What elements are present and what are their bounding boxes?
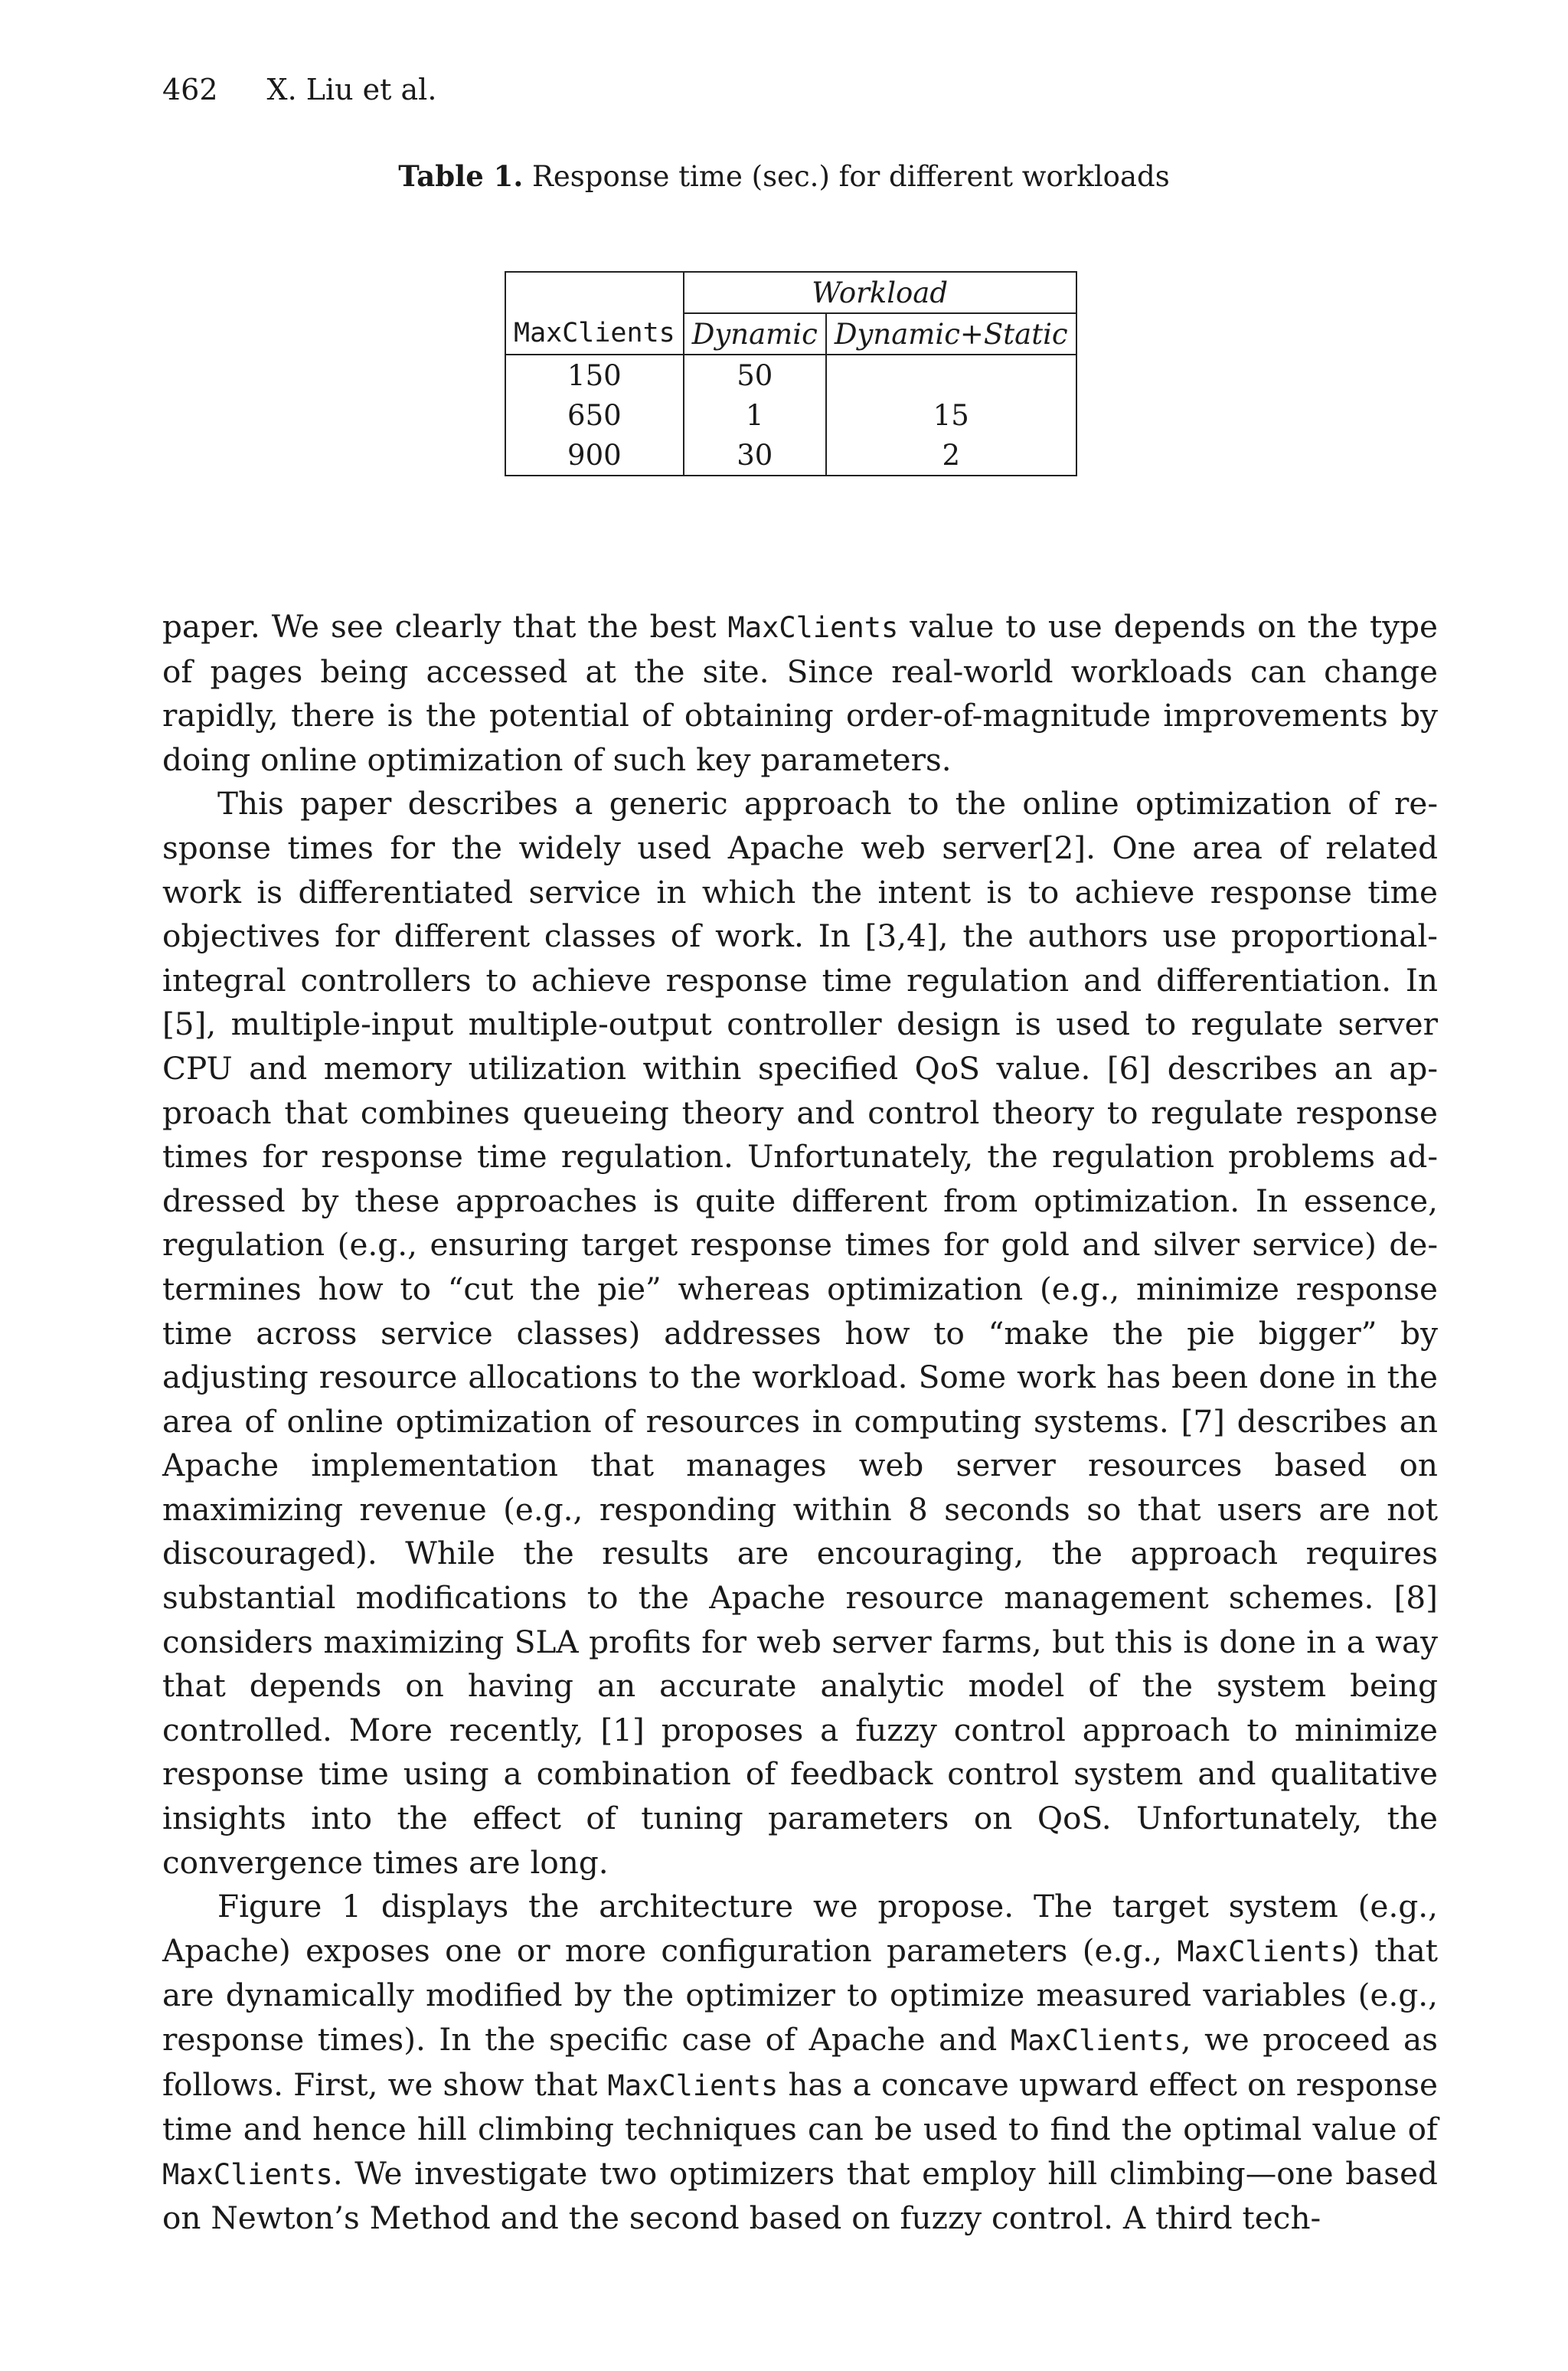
inline-code-maxclients: MaxClients bbox=[162, 2157, 333, 2191]
table-caption-text: Response time (sec.) for different workloads bbox=[523, 160, 1170, 193]
paragraph-1-text-b: value to use depends on the type of pages being accessed at the site. Since real-world workloads can change rapidly, there is the potential of obtaining order-of-magnitude improvements by doing online optimization of such key parameters. bbox=[162, 608, 1438, 778]
paragraph-3-text-c: , we proceed as follows. First, we show that bbox=[162, 2021, 1438, 2103]
table-header-maxclients: MaxClients bbox=[505, 313, 684, 355]
table-group-header-workload: Workload bbox=[684, 272, 1076, 313]
paragraph-1-text-a: paper. We see clearly that the best bbox=[162, 608, 728, 645]
table-column-header-row bbox=[505, 313, 1076, 355]
inline-code-maxclients: MaxClients bbox=[607, 2068, 779, 2102]
table-cell-dynamic: 1 bbox=[684, 395, 826, 435]
table-cell-dynamic: 30 bbox=[684, 435, 826, 476]
table-caption bbox=[0, 159, 1568, 193]
table-row bbox=[505, 355, 1076, 395]
paragraph-3-text-a: Figure 1 displays the architecture we propose. The target system (e.g., Apache) exposes one or more configuration parameters (e.g., bbox=[162, 1888, 1438, 1969]
table-row bbox=[505, 395, 1076, 435]
table-caption-label: Table 1. bbox=[398, 159, 524, 193]
table-cell-maxclients: 900 bbox=[505, 435, 684, 476]
response-time-table bbox=[505, 271, 1077, 476]
table-cell-dynamic-static: 2 bbox=[826, 435, 1076, 476]
inline-code-maxclients: MaxClients bbox=[1010, 2024, 1181, 2057]
paragraph-3-text-d: has a concave upward effect on response time and hence hill climbing techniques can be used to find the optimal value of bbox=[162, 2065, 1438, 2148]
running-head bbox=[162, 75, 436, 104]
table-cell-maxclients: 150 bbox=[505, 355, 684, 395]
table-cell-dynamic-static bbox=[826, 355, 1076, 395]
paragraph-1 bbox=[162, 605, 1438, 782]
table-header-dynamic-static: Dynamic+Static bbox=[826, 313, 1076, 355]
running-head-authors: X. Liu et al. bbox=[266, 73, 437, 106]
table-cell-maxclients: 650 bbox=[505, 395, 684, 435]
paragraph-3-text-e: . We investigate two optimizers that employ hill climbing—one based on Newton’s Method and the second based on fuzzy control. A third tech- bbox=[162, 2154, 1438, 2237]
table-cell-dynamic: 50 bbox=[684, 355, 826, 395]
table-header-dynamic: Dynamic bbox=[684, 313, 826, 355]
table-group-header-row bbox=[505, 272, 1076, 313]
paragraph-2: This paper describes a generic approach to the online optimization of response times for the widely used Apache web server[2]. One area of related work is differentiated service in which the intent is to achieve response time objectives for different classes of work. In [3,4], the authors use proportional-integral controllers to achieve response time regulation and differentiation. In [5], multiple-input multiple-output controller design is used to regulate server CPU and memory utilization within specified QoS value. [6] describes an approach that combines queueing theory and control theory to regulate response times for response time regulation. Unfortunately, the regulation problems addressed by these approaches is quite different from optimization. In essence, regulation (e.g., ensuring target response times for gold and silver service) determines how to “cut the pie” whereas optimization (e.g., minimize response time across service classes) addresses how to “make the pie bigger” by adjusting resource allocations to the workload. Some work has been done in the area of online optimization of resources in computing systems. [7] describes an Apache implementation that manages web server resources based on maximizing revenue (e.g., responding within 8 seconds so that users are not discouraged). While the results are encouraging, the approach requires substantial modifications to the Apache resource management schemes. [8] considers maximizing SLA profits for web server farms, but this is done in a way that depends on having an accurate analytic model of the system being controlled. More recently, [1] proposes a fuzzy control approach to minimize response time using a combination of feedback control system and qualitative insights into the effect of tuning parameters on QoS. Unfortunately, the convergence times are long. bbox=[162, 785, 1438, 1881]
table-empty-corner-cell bbox=[505, 272, 684, 313]
body-text bbox=[162, 605, 1438, 2241]
inline-code-maxclients: MaxClients bbox=[727, 611, 899, 644]
paragraph-3-text-b: ) that are dynamically modified by the optimizer to optimize measured variables (e.g., response times). In the specific case of Apache and bbox=[162, 1931, 1438, 2058]
paragraph-3 bbox=[162, 1885, 1438, 2241]
table-row bbox=[505, 435, 1076, 476]
page-number: 462 bbox=[162, 73, 218, 106]
table-cell-dynamic-static: 15 bbox=[826, 395, 1076, 435]
inline-code-maxclients: MaxClients bbox=[1177, 1934, 1348, 1968]
